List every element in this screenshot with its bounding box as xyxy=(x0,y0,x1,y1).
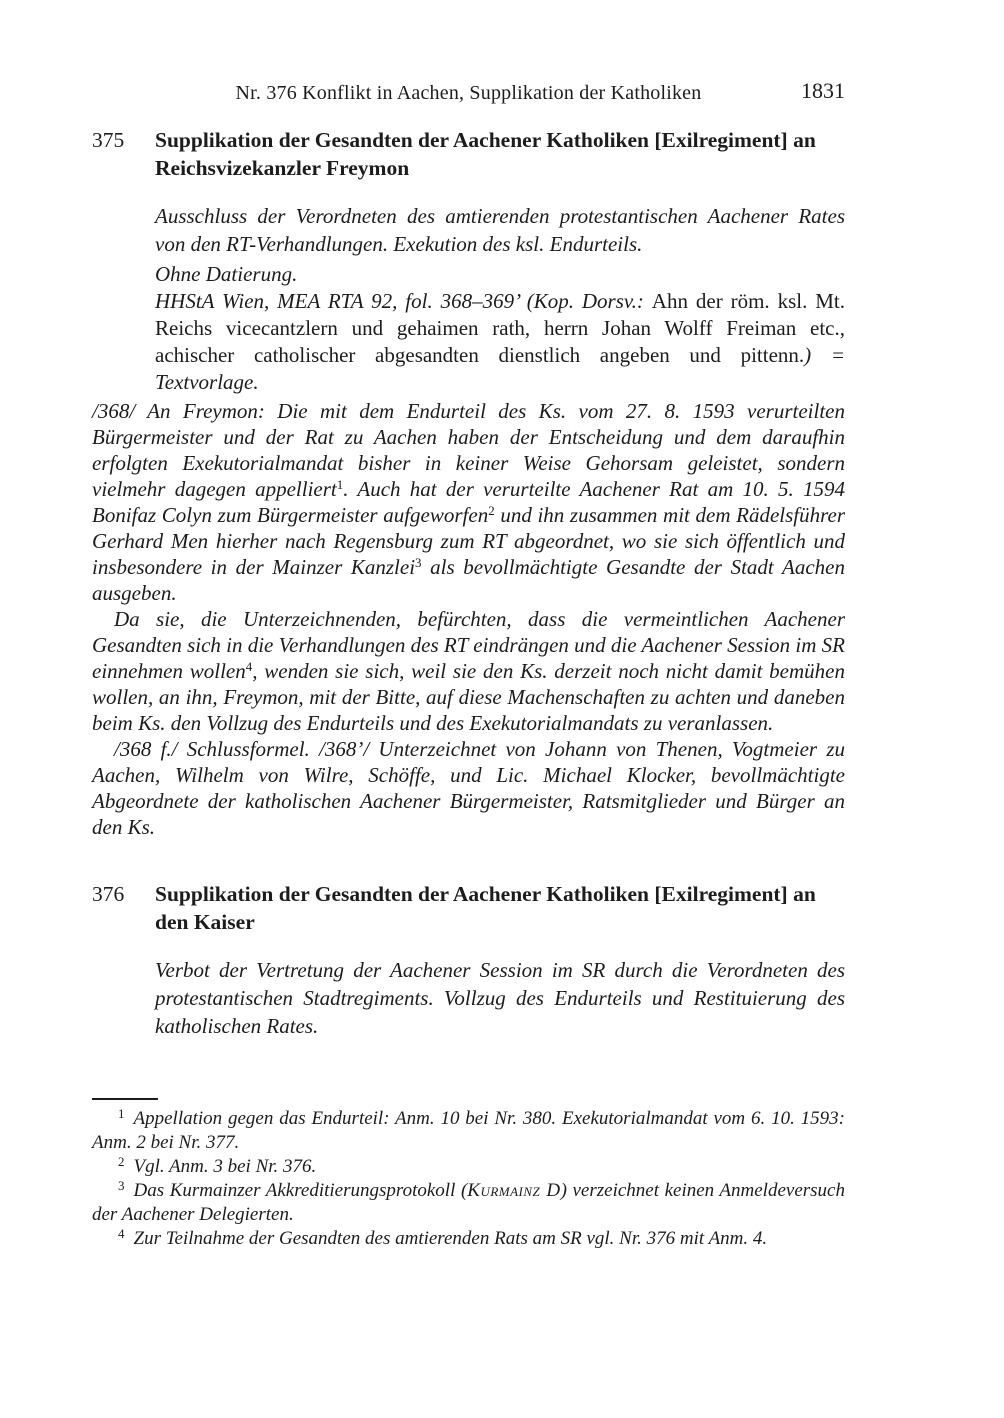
page-number: 1831 xyxy=(801,78,845,103)
entry-375-meta xyxy=(155,202,845,396)
footnote-rule xyxy=(92,1098,158,1100)
entry-375-heading xyxy=(92,126,845,182)
footnote-ref-3: 3 xyxy=(415,555,422,570)
footnote-3-sigle: Kurmainz D xyxy=(467,1180,561,1201)
paragraph-text: Da sie, die Unterzeichnenden, befürchten, dass die vermeintlichen Aachener Gesandten sich in die Verhandlungen des RT eindrängen und die Aachener Session im SR einnehmen wollen xyxy=(92,607,845,683)
source-archive-reference: HHStA Wien, MEA RTA 92, fol. 368–369’ (Kop. Dorsv.: xyxy=(155,289,652,313)
body-paragraph-1 xyxy=(92,398,845,606)
entry-375-dating: Ohne Datierung. xyxy=(155,262,298,286)
footnotes-section xyxy=(92,1098,845,1251)
footnote-3-text-before: Das Kurmainzer Akkreditierungsprotokoll ( xyxy=(133,1180,468,1201)
entry-375-body xyxy=(92,398,845,840)
entry-375-source xyxy=(155,288,845,396)
footnote-ref-1: 1 xyxy=(336,477,344,492)
footnote-2-text: Vgl. Anm. 3 bei Nr. 376. xyxy=(133,1156,317,1177)
footnote-1-text: Appellation gegen das Endurteil: Anm. 10 bei Nr. 380. Exekutorialmandat vom 6. 10. 1593: Anm. 2 bei Nr. 377. xyxy=(92,1108,845,1153)
body-paragraph-2 xyxy=(92,606,845,736)
entry-376-number: 376 xyxy=(92,882,125,906)
paragraph-text: . Auch hat der verurteilte Aachener Rat am 10. 5. 1594 Bonifaz Colyn zum Bürgermeister aufgeworfen xyxy=(92,477,845,527)
footnote-3-label: 3 xyxy=(118,1178,125,1193)
entry-376-title: Supplikation der Gesandten der Aachener Katholiken [Exilregiment] an den Kaiser xyxy=(155,882,816,934)
entry-375 xyxy=(92,126,845,840)
footnote-4-text: Zur Teilnahme der Gesandten des amtierenden Rats am SR vgl. Nr. 376 mit Anm. 4. xyxy=(133,1228,768,1249)
entry-376-summary: Verbot der Vertretung der Aachener Session im SR durch die Verordneten des protestantischen Stadtregiments. Vollzug des Endurteils und Restituierung des katholischen Rates. xyxy=(155,958,845,1038)
entry-376 xyxy=(92,880,845,1040)
entry-376-meta xyxy=(155,956,845,1040)
body-paragraph-3: /368 f./ Schlussformel. /368’/ Unterzeichnet von Johann von Thenen, Vogtmeier zu Aachen, Wilhelm von Wilre, Schöffe, und Lic. Michael Klocker, bevollmächtigte Abgeordnete der katholischen Aachener Bürgermeister, Ratsmitglieder und Bürger an den Ks. xyxy=(92,737,845,839)
footnote-2 xyxy=(92,1155,845,1179)
footnote-4 xyxy=(92,1227,845,1251)
footnote-3 xyxy=(92,1179,845,1227)
entry-375-title: Supplikation der Gesandten der Aachener Katholiken [Exilregiment] an Reichsvizekanzler Freymon xyxy=(155,128,816,180)
paragraph-text: als bevollmächtigte Gesandte der Stadt Aachen ausgeben. xyxy=(92,555,845,605)
running-head-row xyxy=(92,80,845,106)
entry-375-summary: Ausschluss der Verordneten des amtierenden protestantischen Aachener Rates von den RT-Verhandlungen. Exekution des ksl. Endurteils. xyxy=(155,204,845,256)
source-dorsal-quote: Ahn der röm. ksl. Mt. Reichs vicecantzlern und gehaimen rath, herrn Johan Wolff Freiman etc., achischer catholischer abgesandten dienstlich angeben und pittenn. xyxy=(155,289,845,367)
footnote-1-label: 1 xyxy=(118,1106,125,1121)
entry-375-number: 375 xyxy=(92,128,125,152)
entry-376-heading xyxy=(92,880,845,936)
running-head: Nr. 376 Konflikt in Aachen, Supplikation der Katholiken xyxy=(235,82,702,104)
source-textvorlage-note: ) = Textvorlage. xyxy=(155,343,845,394)
paragraph-text: /368/ An Freymon: Die mit dem Endurteil des Ks. vom 27. 8. 1593 verurteilten Bürgermeister und der Rat zu Aachen haben der Entscheidung und dem daraufhin erfolgten Exekutorialmandat bisher in keiner Weise Gehorsam geleistet, sondern vielmehr dagegen appelliert xyxy=(92,399,845,501)
footnote-4-label: 4 xyxy=(118,1226,125,1241)
footnote-ref-2: 2 xyxy=(488,503,495,518)
footnote-ref-4: 4 xyxy=(245,659,253,674)
footnote-2-label: 2 xyxy=(118,1154,125,1169)
paragraph-text: , wenden sie sich, weil sie den Ks. derzeit noch nicht damit bemühen wollen, an ihn, Freymon, mit der Bitte, auf diese Machenschaften zu achten und daneben beim Ks. den Vollzug des Endurteils und des Exekutorialmandats zu veranlassen. xyxy=(92,659,845,735)
footnote-3-text-after: ) verzeichnet keinen Anmeldeversuch der Aachener Delegierten. xyxy=(92,1180,845,1225)
footnote-1 xyxy=(92,1107,845,1155)
paragraph-text: und ihn zusammen mit dem Rädelsführer Gerhard Men hierher nach Regensburg zum RT abgeordnet, wo sie sich öffentlich und insbesondere in der Mainzer Kanzlei xyxy=(92,503,845,579)
